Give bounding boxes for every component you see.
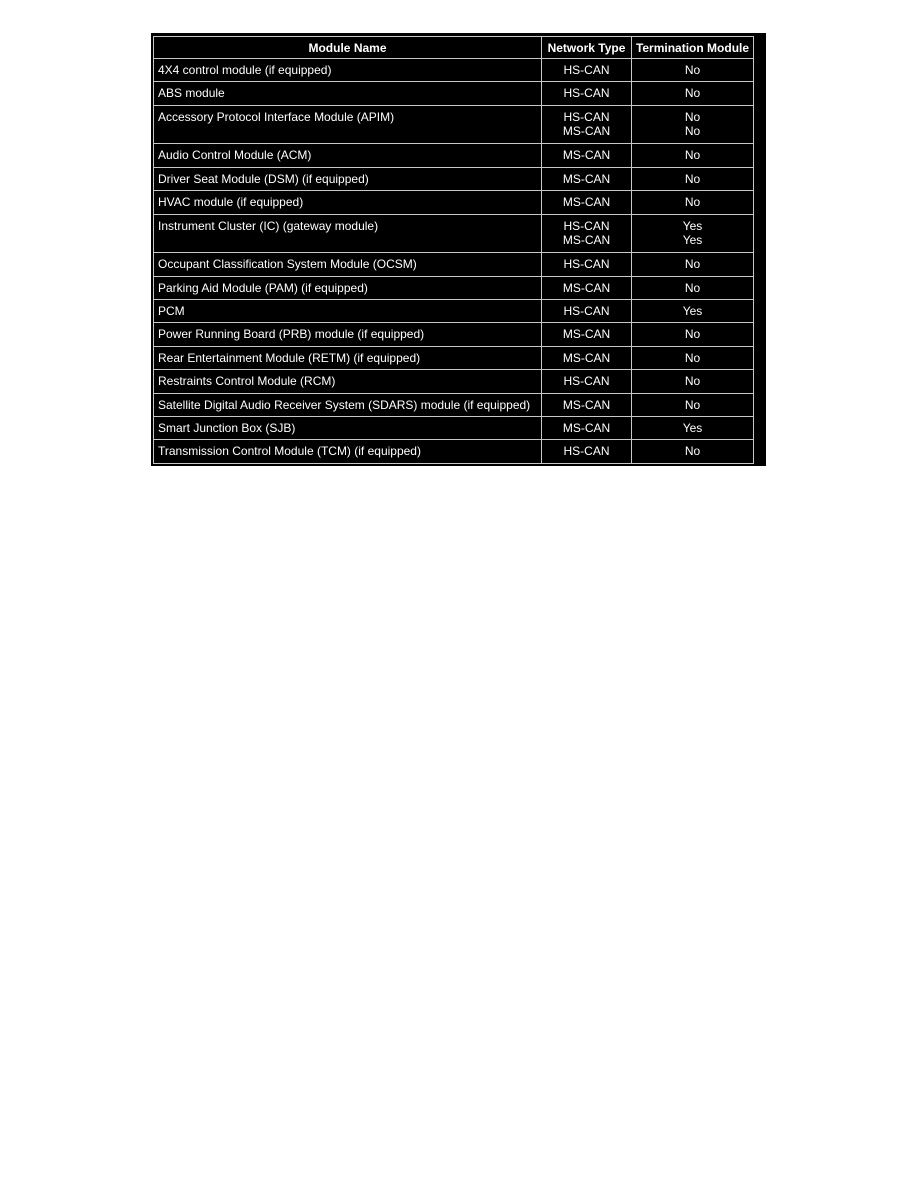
table-header-row: [154, 37, 754, 59]
network-type-value: MS-CAN: [562, 195, 611, 210]
network-type-cell: [542, 300, 632, 323]
table-row: [154, 393, 754, 416]
module-name-cell: PCM: [154, 300, 542, 323]
network-type-cell: [542, 144, 632, 167]
table-row: [154, 370, 754, 393]
termination-module-cell: [632, 440, 754, 464]
termination-module-value: No: [684, 123, 701, 138]
network-type-value: MS-CAN: [562, 350, 611, 365]
termination-module-value: Yes: [682, 218, 703, 233]
table-row: [154, 323, 754, 346]
network-type-cell: [542, 105, 632, 144]
network-type-cell: [542, 440, 632, 464]
network-type-value: HS-CAN: [563, 304, 610, 319]
network-type-cell: [542, 253, 632, 276]
network-type-cell: [542, 417, 632, 440]
termination-module-cell: [632, 417, 754, 440]
termination-module-value: No: [684, 171, 701, 186]
termination-module-value: No: [684, 444, 701, 459]
module-network-table: [153, 36, 754, 464]
network-type-cell: [542, 323, 632, 346]
module-name-cell: ABS module: [154, 82, 542, 105]
termination-module-cell: [632, 323, 754, 346]
module-name-cell: Accessory Protocol Interface Module (APIM): [154, 105, 542, 144]
termination-module-value: No: [684, 374, 701, 389]
table-row: [154, 167, 754, 190]
termination-module-value: Yes: [682, 232, 703, 247]
termination-module-cell: [632, 346, 754, 369]
termination-module-value: No: [684, 148, 701, 163]
header-termination-module: Termination Module: [632, 37, 754, 59]
table-row: [154, 300, 754, 323]
module-name-cell: Driver Seat Module (DSM) (if equipped): [154, 167, 542, 190]
network-type-value: HS-CAN: [563, 86, 610, 101]
module-name-cell: Restraints Control Module (RCM): [154, 370, 542, 393]
module-name-cell: 4X4 control module (if equipped): [154, 59, 542, 82]
network-type-value: MS-CAN: [562, 421, 611, 435]
table-row: [154, 214, 754, 253]
module-name-cell: HVAC module (if equipped): [154, 191, 542, 214]
termination-module-value: No: [684, 397, 701, 412]
table-row: [154, 346, 754, 369]
termination-module-cell: [632, 253, 754, 276]
module-name-cell: Rear Entertainment Module (RETM) (if equipped): [154, 346, 542, 369]
module-name-cell: Power Running Board (PRB) module (if equipped): [154, 323, 542, 346]
header-module-name: Module Name: [154, 37, 542, 59]
termination-module-cell: [632, 105, 754, 144]
termination-module-value: No: [684, 327, 701, 342]
network-type-value: MS-CAN: [562, 327, 611, 342]
module-name-cell: Transmission Control Module (TCM) (if equipped): [154, 440, 542, 464]
network-type-value: MS-CAN: [562, 280, 611, 295]
network-type-value: HS-CAN: [563, 109, 610, 124]
termination-module-value: No: [684, 350, 701, 365]
module-name-cell: Occupant Classification System Module (OCSM): [154, 253, 542, 276]
network-type-value: HS-CAN: [563, 257, 610, 272]
termination-module-value: No: [684, 109, 701, 124]
network-type-value: HS-CAN: [563, 444, 610, 459]
termination-module-value: No: [684, 195, 701, 210]
network-type-value: HS-CAN: [563, 218, 610, 233]
table-row: [154, 417, 754, 440]
termination-module-cell: [632, 393, 754, 416]
network-type-cell: [542, 167, 632, 190]
network-type-value: MS-CAN: [562, 148, 611, 163]
table-row: [154, 144, 754, 167]
network-type-cell: [542, 214, 632, 253]
table-row: [154, 276, 754, 299]
table-row: [154, 105, 754, 144]
termination-module-value: No: [684, 86, 701, 101]
network-type-value: HS-CAN: [563, 374, 610, 389]
header-network-type: Network Type: [542, 37, 632, 59]
termination-module-cell: [632, 59, 754, 82]
termination-module-cell: [632, 191, 754, 214]
termination-module-cell: [632, 82, 754, 105]
termination-module-cell: [632, 144, 754, 167]
termination-module-value: No: [684, 257, 701, 272]
table-row: [154, 440, 754, 464]
module-name-cell: Satellite Digital Audio Receiver System (SDARS) module (if equipped): [154, 393, 542, 416]
termination-module-value: Yes: [682, 304, 703, 319]
termination-module-cell: [632, 214, 754, 253]
termination-module-cell: [632, 370, 754, 393]
module-name-cell: Audio Control Module (ACM): [154, 144, 542, 167]
network-type-cell: [542, 82, 632, 105]
module-table-frame: [151, 33, 766, 466]
termination-module-value: No: [684, 63, 701, 77]
network-type-value: HS-CAN: [563, 63, 610, 77]
termination-module-cell: [632, 300, 754, 323]
termination-module-value: No: [684, 280, 701, 295]
termination-module-cell: [632, 167, 754, 190]
network-type-value: MS-CAN: [562, 397, 611, 412]
module-name-cell: Smart Junction Box (SJB): [154, 417, 542, 440]
network-type-cell: [542, 276, 632, 299]
network-type-value: MS-CAN: [562, 171, 611, 186]
network-type-value: MS-CAN: [562, 123, 611, 138]
network-type-cell: [542, 346, 632, 369]
table-row: [154, 191, 754, 214]
table-row: [154, 253, 754, 276]
module-name-cell: Parking Aid Module (PAM) (if equipped): [154, 276, 542, 299]
module-name-cell: Instrument Cluster (IC) (gateway module): [154, 214, 542, 253]
table-body: [154, 59, 754, 464]
network-type-cell: [542, 370, 632, 393]
network-type-cell: [542, 393, 632, 416]
network-type-value: MS-CAN: [562, 232, 611, 247]
network-type-cell: [542, 59, 632, 82]
table-row: [154, 82, 754, 105]
termination-module-cell: [632, 276, 754, 299]
table-row: [154, 59, 754, 82]
network-type-cell: [542, 191, 632, 214]
termination-module-value: Yes: [682, 421, 703, 435]
